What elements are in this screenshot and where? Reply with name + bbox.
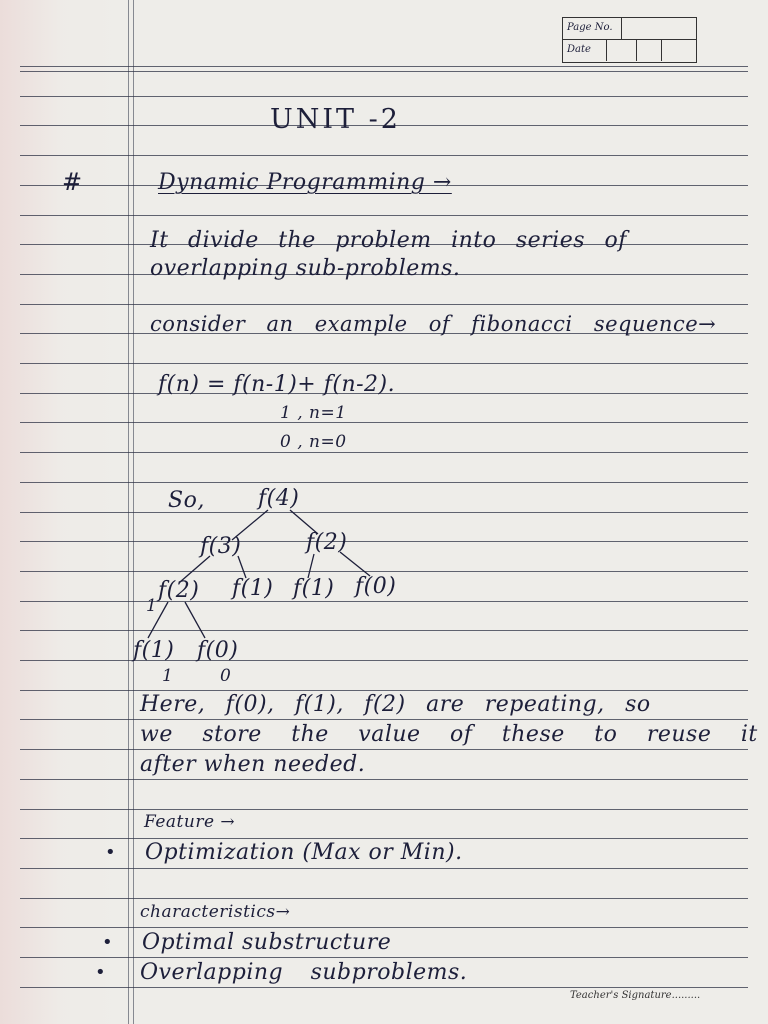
characteristics-bullet-2: • xyxy=(95,962,106,983)
base-case-2: 0 , n=0 xyxy=(280,432,347,452)
base-case-1: 1 , n=1 xyxy=(280,403,347,423)
ruled-line xyxy=(20,96,748,97)
ruled-line xyxy=(20,482,748,483)
page-date-box xyxy=(562,17,697,63)
tree-node-f1-c: f(1) xyxy=(133,638,175,663)
ruled-line xyxy=(20,719,748,720)
page-no-label: Page No. xyxy=(567,22,613,33)
tree-node-f0-b: f(0) xyxy=(197,638,239,663)
ruled-line xyxy=(20,690,748,691)
ruled-line xyxy=(20,927,748,928)
ruled-line xyxy=(20,630,748,631)
definition-line-1: It divide the problem into series of xyxy=(150,228,627,253)
date-label: Date xyxy=(567,44,591,55)
tree-node-f0-a: f(0) xyxy=(355,574,397,599)
ruled-line xyxy=(20,838,748,839)
teacher-signature-label: Teacher's Signature......... xyxy=(570,990,701,1001)
page-no-row xyxy=(563,18,696,40)
section-heading: Dynamic Programming → xyxy=(158,170,452,195)
characteristics-bullet-1: • xyxy=(102,932,113,953)
unit-title: UNIT -2 xyxy=(270,104,401,135)
ruled-line xyxy=(20,452,748,453)
tree-node-f1-b: f(1) xyxy=(293,576,335,601)
ruled-line xyxy=(20,749,748,750)
characteristics-heading: characteristics→ xyxy=(140,902,291,922)
ruled-line xyxy=(20,66,748,67)
explanation-line-3: after when needed. xyxy=(140,752,366,777)
definition-line-2: overlapping sub-problems. xyxy=(150,256,461,281)
ruled-line xyxy=(20,512,748,513)
ruled-line xyxy=(20,987,748,988)
tree-so-label: So, xyxy=(168,488,205,513)
tree-node-f2-right: f(2) xyxy=(306,530,348,555)
ruled-line xyxy=(20,601,748,602)
tree-value-f1-c: 1 xyxy=(162,666,174,686)
ruled-line xyxy=(20,660,748,661)
tree-node-f4: f(4) xyxy=(258,486,300,511)
ruled-line xyxy=(20,868,748,869)
feature-bullet: • xyxy=(105,842,116,863)
example-intro: consider an example of fibonacci sequence→ xyxy=(150,312,717,336)
characteristics-item-1: Optimal substructure xyxy=(142,930,392,955)
ruled-line xyxy=(20,155,748,156)
ruled-line xyxy=(20,571,748,572)
section-hash: # xyxy=(62,168,83,196)
characteristics-item-2: Overlapping subproblems. xyxy=(140,960,468,985)
ruled-line xyxy=(20,215,748,216)
feature-item-1: Optimization (Max or Min). xyxy=(145,840,463,865)
date-row xyxy=(563,40,696,61)
feature-heading: Feature → xyxy=(144,812,236,832)
tree-value-f0-b: 0 xyxy=(220,666,232,686)
explanation-line-1: Here, f(0), f(1), f(2) are repeating, so xyxy=(140,692,651,717)
ruled-line xyxy=(20,304,748,305)
ruled-line xyxy=(20,541,748,542)
tree-value-f2-left: 1 xyxy=(146,596,158,616)
ruled-line xyxy=(20,422,748,423)
ruled-line xyxy=(20,809,748,810)
ruled-line xyxy=(20,71,748,72)
fibonacci-formula: f(n) = f(n-1)+ f(n-2). xyxy=(158,372,396,397)
ruled-line xyxy=(20,363,748,364)
tree-node-f2-left: f(2) xyxy=(158,578,200,603)
explanation-line-2: we store the value of these to reuse it xyxy=(140,722,758,747)
ruled-line xyxy=(20,957,748,958)
ruled-line xyxy=(20,779,748,780)
tree-node-f3: f(3) xyxy=(200,534,242,559)
ruled-line xyxy=(20,898,748,899)
tree-node-f1-a: f(1) xyxy=(232,576,274,601)
